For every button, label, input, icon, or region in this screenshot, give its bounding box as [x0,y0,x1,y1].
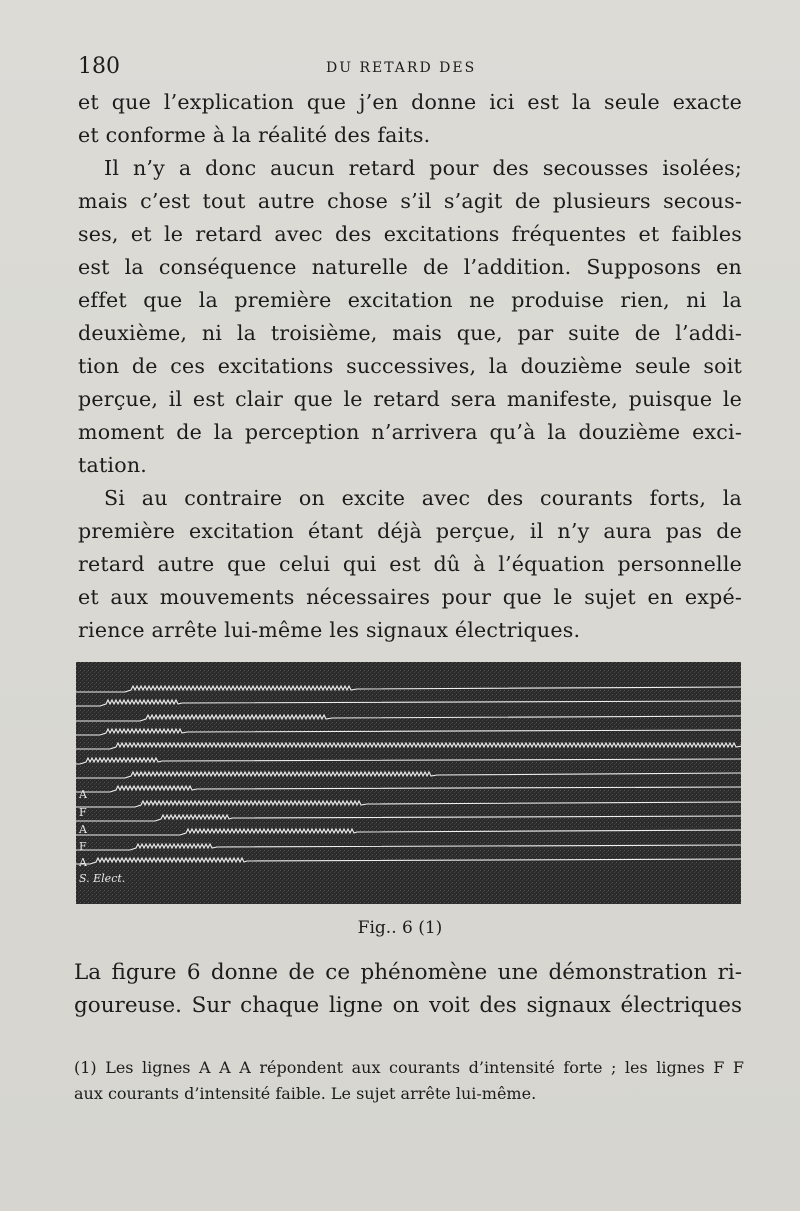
text-line: deuxième, ni la troisième, mais que, par suite de l’addi- [78,321,742,345]
text-line: et aux mouvements nécessaires pour que le sujet en expé- [78,585,742,609]
text-line: perçue, il est clair que le retard sera manifeste, puisque le [78,387,742,411]
figure-background [76,662,741,904]
paragraph-3 [78,482,742,647]
text-line: La figure 6 donne de ce phénomène une démonstration ri- [74,960,742,985]
text-line: mais c’est tout autre chose s’il s’agit de plusieurs secous- [78,189,742,213]
footnote [74,1055,744,1107]
text-line: Il n’y a donc aucun retard pour des secousses isolées; [104,156,742,180]
figure-caption: Fig.. 6 (1) [357,918,443,938]
text-line: tation. [78,453,148,477]
text-line: ses, et le retard avec des excitations fréquentes et faibles [78,222,742,246]
row-label: A [79,788,87,801]
page-number: 180 [78,54,120,79]
paragraph-1 [78,86,742,152]
text-line: et que l’explication que j’en donne ici est la seule exacte [78,90,742,114]
lower-paragraph [74,956,742,1022]
text-line: retard autre que celui qui est dû à l’équation personnelle [78,552,742,576]
signal-traces-image [76,662,741,904]
text-line: tion de ces excitations successives, la douzième seule soit [78,354,742,378]
text-line: effet que la première excitation ne produise rien, ni la [78,288,742,312]
figure-6-signal-traces [76,662,741,904]
footnote-line: (1) Les lignes A A A répondent aux courants d’intensité forte ; les lignes F F [74,1058,744,1077]
text-line: est la conséquence naturelle de l’addition. Supposons en [78,255,742,279]
row-label: F [79,840,87,853]
row-label: A [79,856,87,869]
running-head: DU RETARD DES [326,60,477,76]
text-line: goureuse. Sur chaque ligne on voit des signaux électriques [74,993,742,1018]
row-label: F [79,806,87,819]
text-line: première excitation étant déjà perçue, il n’y aura pas de [78,519,742,543]
text-line: rience arrête lui-même les signaux électriques. [78,618,581,642]
footnote-line: aux courants d’intensité faible. Le sujet arrête lui-même. [74,1084,537,1103]
text-line: et conforme à la réalité des faits. [78,123,431,147]
body-text [78,86,742,647]
text-line: Si au contraire on excite avec des courants forts, la [104,486,742,510]
text-line: moment de la perception n’arrivera qu’à la douzième exci- [78,420,742,444]
figure-signature: S. Elect. [79,872,126,885]
paragraph-2 [78,152,742,482]
row-label: A [79,823,87,836]
page-header [78,54,742,84]
